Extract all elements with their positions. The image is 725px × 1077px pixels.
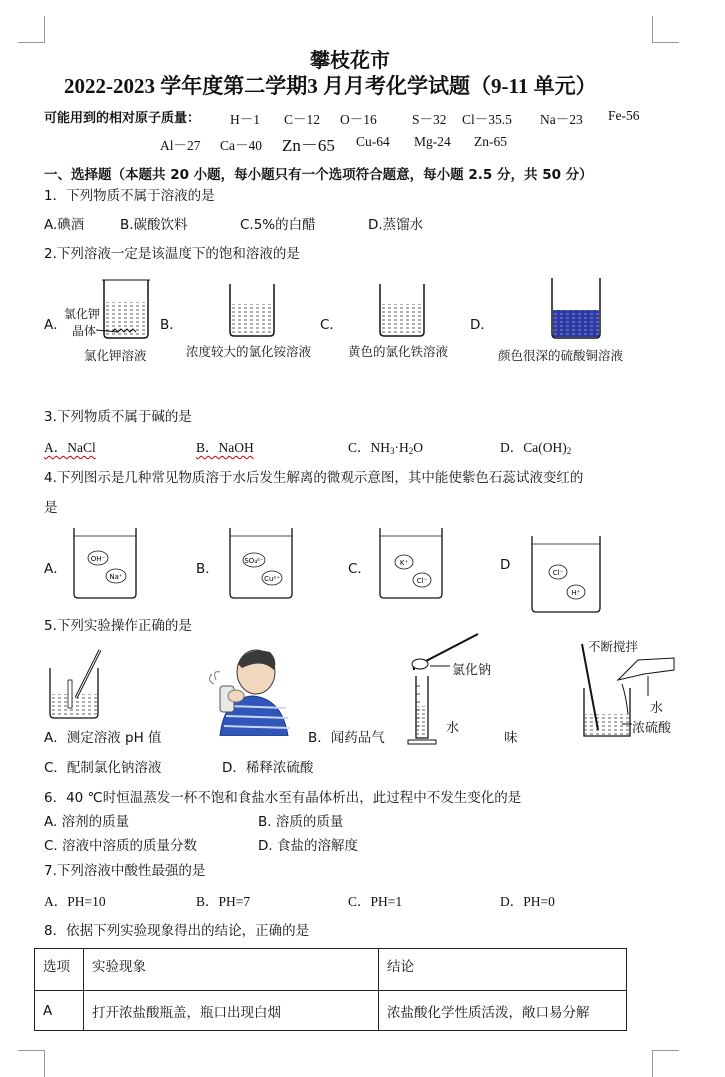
q6-option-b: B. 溶质的质量: [258, 814, 344, 830]
q3-option-c-rest: ·H: [394, 440, 409, 455]
q1-option-b: B.碳酸饮料: [120, 217, 188, 233]
q4-c-ion-1: K⁺: [399, 559, 409, 567]
q5-smelling-figure: [206, 646, 294, 736]
q6-option-a: A. 溶剂的质量: [44, 814, 130, 830]
q3-option-a: [44, 436, 96, 456]
q3-option-d-text: D．Ca(OH): [500, 440, 567, 455]
q4-stem: 4.下列图示是几种常见物质溶于水后发生解离的微观示意图，其中能使紫色石蕊试液变红的: [44, 470, 584, 486]
q5-label-water-1: 水: [446, 721, 460, 736]
q3-option-d: [500, 436, 571, 456]
q2-stem: 2.下列溶液一定是该温度下的饱和溶液的是: [44, 246, 300, 262]
q5-option-b: B．闻药品气: [308, 730, 385, 746]
q3-option-c-end: O: [413, 440, 424, 455]
atomic-mass-h: H－1: [230, 112, 260, 127]
q5-option-a: A．测定溶液 pH 值: [44, 730, 162, 746]
atomic-mass-mg: Mg-24: [414, 134, 451, 149]
q6-option-d: D. 食盐的溶解度: [258, 838, 358, 854]
atomic-mass-cl: Cl－35.5: [462, 112, 512, 127]
table-row: [35, 991, 627, 1031]
q4-b-ion-2: Cu²⁺: [264, 575, 280, 583]
q3-option-c-text: C．NH: [348, 440, 391, 455]
q4-letter-a: A．: [44, 561, 67, 577]
q6-option-c: C. 溶液中溶质的质量分数: [44, 838, 198, 854]
q5-label-salt: 氯化钠: [452, 663, 492, 678]
q3-option-c-sub2: 2: [408, 446, 414, 456]
q2-beaker-c: [376, 282, 428, 338]
q4-a-ion-2: Na⁺: [109, 573, 123, 581]
q3-option-d-sub: 2: [566, 446, 572, 456]
atomic-mass-cu: Cu-64: [356, 134, 390, 149]
q5-acid-pointer: [622, 722, 634, 728]
q8-table: [34, 948, 627, 1031]
atomic-mass-c: C－12: [284, 112, 321, 127]
q2-crystal-pointer: [96, 328, 120, 334]
q3-option-a-text: A．NaCl: [44, 440, 96, 455]
atomic-mass-zn: Zn-65: [474, 134, 507, 149]
q5-option-d: D．稀释浓硫酸: [222, 760, 314, 776]
q2-letter-c: C．: [320, 317, 343, 333]
table-header-row: [35, 949, 627, 991]
atomic-mass-na: Na－23: [540, 112, 583, 127]
atomic-mass-zn-large: Zn－65: [282, 136, 335, 155]
q2-caption-d: 颜色很深的硫酸铜溶液: [498, 348, 624, 363]
q8-row-a-phenomenon: 打开浓盐酸瓶盖，瓶口出现白烟: [84, 991, 379, 1031]
q8-row-a-option: A: [35, 991, 84, 1031]
corner-mark-top-left: [18, 16, 45, 43]
q8-stem: 8．依据下列实验现象得出的结论，正确的是: [44, 923, 310, 939]
q7-stem: 7.下列溶液中酸性最强的是: [44, 863, 206, 879]
q5-stem: 5.下列实验操作正确的是: [44, 618, 192, 634]
q2-crystal-label-2: 晶体: [72, 324, 97, 338]
atomic-mass-label: 可能用到的相对原子质量：: [44, 111, 201, 126]
q8-header-option: 选项: [35, 949, 84, 991]
atomic-mass-s: S－32: [412, 112, 447, 127]
atomic-mass-ca: Ca－40: [220, 138, 262, 153]
q3-option-b: [196, 436, 254, 456]
q1-option-a: A.碘酒: [44, 217, 85, 233]
q2-caption-a: 氯化钾溶液: [84, 348, 147, 363]
q4-a-ion-1: OH⁻: [90, 555, 106, 563]
atomic-mass-o: O－16: [340, 112, 377, 127]
q3-option-b-text: B．NaOH: [196, 440, 254, 455]
exam-city: 攀枝花市: [310, 50, 390, 72]
q4-beaker-d: [528, 534, 604, 616]
q5-cylinder-figure: [404, 628, 480, 746]
corner-mark-bottom-right: [652, 1050, 679, 1077]
q1-option-c: C.5%的白醋: [240, 217, 316, 233]
q2-letter-d: D．: [470, 317, 494, 333]
q2-letter-b: B．: [160, 317, 183, 333]
q7-option-b: B．PH=7: [196, 894, 251, 909]
q4-beaker-c: [376, 526, 446, 602]
q5-label-stir: 不断搅拌: [588, 639, 639, 654]
q5-option-b-end: 味: [504, 730, 518, 746]
exam-title: 2022-2023 学年度第二学期3 月月考化学试题（9-11 单元）: [64, 74, 597, 98]
q7-option-d: D．PH=0: [500, 894, 555, 909]
q2-letter-a: A．: [44, 317, 67, 333]
q2-beaker-d: [548, 276, 604, 340]
q4-letter-b: B．: [196, 561, 219, 577]
q7-option-c: C．PH=1: [348, 894, 403, 909]
q4-letter-c: C．: [348, 561, 371, 577]
q8-header-phenomenon: 实验现象: [84, 949, 379, 991]
q5-label-water-2: 水: [650, 701, 664, 716]
q8-header-conclusion: 结论: [379, 949, 627, 991]
q4-d-ion-2: H⁺: [571, 589, 581, 597]
q4-beaker-a: [70, 526, 140, 602]
atomic-mass-al: Al－27: [160, 138, 201, 153]
q8-row-a-conclusion: 浓盐酸化学性质活泼，敞口易分解: [379, 991, 627, 1031]
q4-b-ion-1: SO₄²⁻: [244, 557, 264, 565]
q4-letter-d: D: [500, 557, 511, 573]
section-heading: 一、选择题（本题共 20 小题，每小题只有一个选项符合题意，每小题 2.5 分，共 50 分）: [44, 167, 593, 183]
q2-crystal-label-1: 氯化钾: [64, 307, 101, 321]
q6-stem: 6．40 ℃时恒温蒸发一杯不饱和食盐水至有晶体析出，此过程中不发生变化的是: [44, 790, 522, 806]
atomic-mass-fe: Fe-56: [608, 108, 640, 123]
corner-mark-top-right: [652, 16, 679, 43]
q1-stem: 1．下列物质不属于溶液的是: [44, 188, 215, 204]
q3-option-c-sub: 3: [390, 446, 395, 456]
q4-beaker-b: [226, 526, 296, 602]
q2-caption-b: 浓度较大的氯化铵溶液: [186, 344, 312, 359]
q5-salt-pointer: [430, 664, 452, 670]
q2-beaker-b: [226, 282, 278, 338]
q2-caption-c: 黄色的氯化铁溶液: [348, 344, 449, 359]
q3-option-c: [348, 436, 423, 456]
q5-ph-test-figure: [46, 648, 106, 720]
q4-d-ion-1: Cl⁻: [552, 569, 564, 577]
q1-option-d: D.蒸馏水: [368, 217, 424, 233]
q5-label-acid: 浓硫酸: [632, 721, 672, 736]
q4-stem-continued: 是: [44, 500, 58, 516]
q4-c-ion-2: Cl⁻: [416, 577, 428, 585]
q7-option-a: A．PH=10: [44, 894, 106, 909]
corner-mark-bottom-left: [18, 1050, 45, 1077]
q5-option-c: C．配制氯化钠溶液: [44, 760, 162, 776]
q3-stem: 3.下列物质不属于碱的是: [44, 409, 192, 425]
